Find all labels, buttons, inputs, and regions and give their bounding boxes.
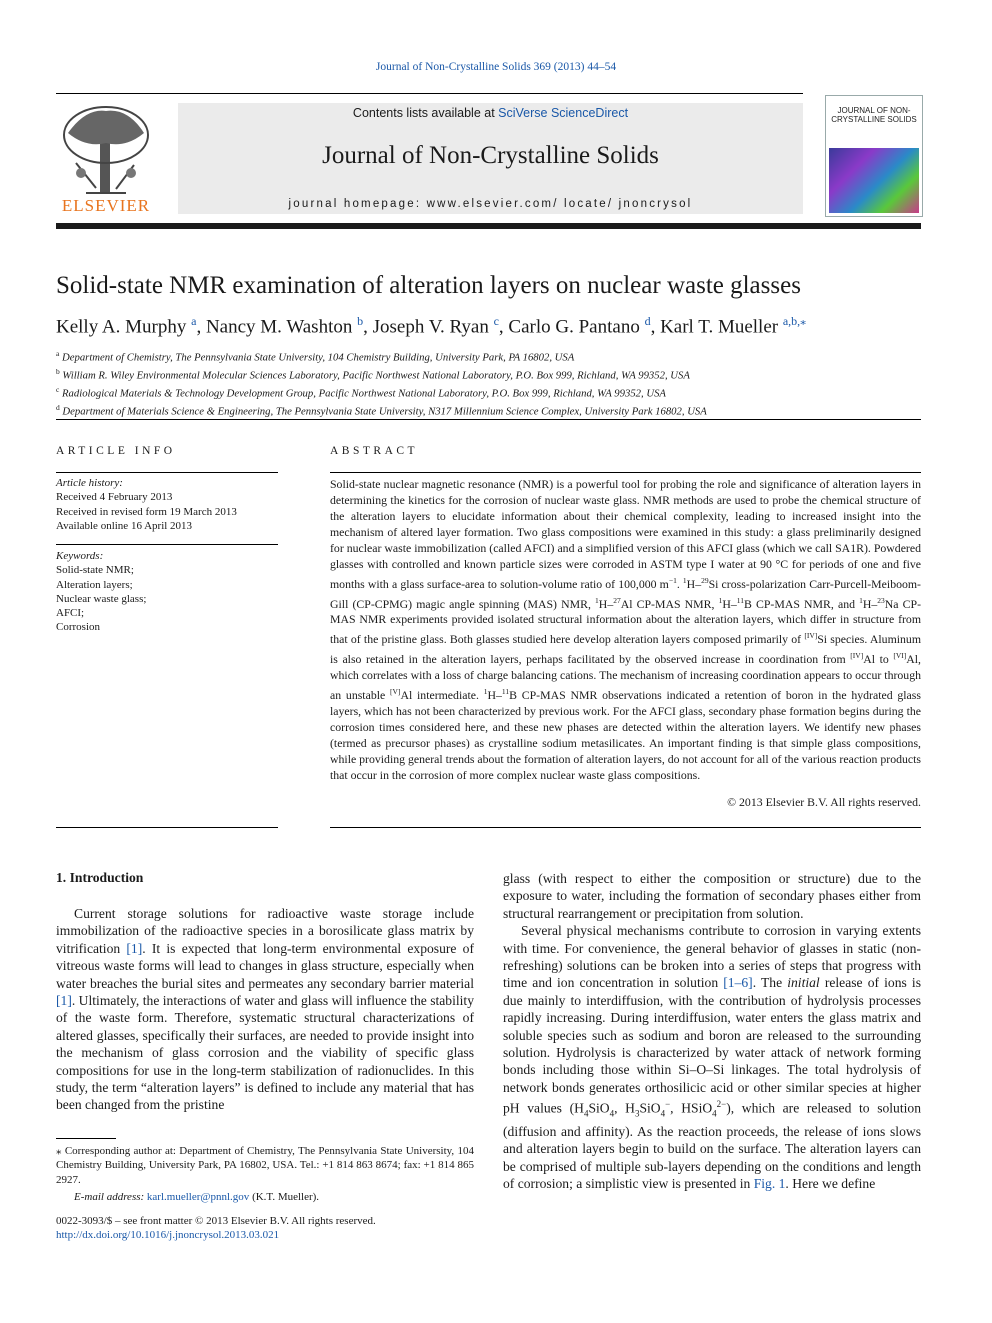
- journal-homepage[interactable]: journal homepage: www.elsevier.com/ locate/ jnoncrysol: [288, 198, 693, 210]
- citation-link[interactable]: [1]: [126, 940, 143, 956]
- affiliations: [56, 347, 707, 419]
- abstract-text: Solid-state nuclear magnetic resonance (NMR) is a powerful tool for probing the role and significance of alteration layers in determining the kinetics for the corrosion of nuclear waste glass. NMR methods are used to probe the chemical structure of the alteration layers to elucidate information about their chemical complexity, leading to increased insight into the mechanism of altered layer formation. Two glass compositions were examined in this study: a glass preliminarily designed for nuclear waste immobilization (called AFCI) and a simplified version of this AFCI glass (which we call SA1R). Powdered glasses with controlled and known particle sizes were corroded in ASTM type I water at 90 °C for periods of one and five months with a glass surface-area to solution-volume ratio of 100,000 $m^{-1}$. $^1$H–$^{29}$Si cross-polarization Carr-Purcell-Meiboom-Gill (CP-CPMG) magic angle spinning (MAS) NMR, $^1$H–$^{27}$Al CP-MAS NMR, $^1$H–$^{11}$B CP-MAS NMR, and $^1$H–$^{23}$Na CP-MAS NMR experiments provided isolated structural information about the alteration layers, which differ in structure from that of the pristine glass. Both glasses studied here develop alteration layers composed primarily of [IV]Si species. Aluminum is also retained in the alteration layers, perhaps facilitated by the observed increase in coordination from [IV]Al to [VI]Al, which correlates with a loss of charge balancing cations. The mechanism of increasing coordination appears to occur through an unstable [V]Al intermediate. $^1$H–$^{11}$B CP-MAS NMR observations indicated a retention of boron in the hydrated glass layers, which has not been characterized by previous work. For the AFCI glass, secondary phase formation begins during the corrosion times considered here, and these new phases are detected within the alteration layers. We identify new phases (termed as precursor phases) as crystalline sodium metasilicates. An important finding is that simple glass compositions, while providing general trends about the formation of alteration layers, do not account for all of the various reaction products that occur in the corrosion of more complex nuclear waste glass compositions.: [330, 477, 922, 782]
- author-name: Kelly A. Murphy: [56, 316, 187, 338]
- journal-name: Journal of Non-Crystalline Solids: [322, 142, 659, 169]
- email-link[interactable]: karl.mueller@pnnl.gov: [146, 1190, 250, 1203]
- publisher-wordmark: ELSEVIER: [61, 196, 151, 215]
- abstract-heading: ABSTRACT: [330, 445, 419, 457]
- author-affil-mark[interactable]: d: [644, 314, 651, 328]
- author-name: Nancy M. Washton: [205, 316, 353, 338]
- author-affil-mark[interactable]: a,b,⁎: [782, 314, 807, 328]
- author-affil-mark[interactable]: c: [493, 314, 499, 328]
- journal-reference[interactable]: Journal of Non-Crystalline Solids 369 (2013) 44–54: [375, 61, 617, 73]
- author-affil-mark[interactable]: b: [357, 314, 364, 328]
- author-affil-mark[interactable]: a: [191, 314, 197, 328]
- affiliation: $^d$ Department of Materials Science & Engineering, The Pennsylvania State University, N317 Millennium Science Complex, University Park 16802, USA: [56, 403, 707, 418]
- issn-line: 0022-3093/$ – see front matter © 2013 Elsevier B.V. All rights reserved.: [56, 1215, 376, 1227]
- author-name: Carlo G. Pantano: [508, 316, 640, 338]
- citation-link[interactable]: [1]: [56, 993, 72, 1009]
- article-title: Solid-state NMR examination of alteration layers on nuclear waste glasses: [56, 272, 801, 299]
- author-name: Joseph V. Ryan: [372, 316, 489, 338]
- body-column-left: Current storage solutions for radioactive waste storage include immobilization of the radioactive species in a borosilicate glass matrix by vitrification [1]. It is expected that long-term environmental exposure of vitreous waste forms will lead to changes in glass structure, especially when water breaches the burial sites and permeates any secondary barrier material [1]. Ultimately, the interactions of water and glass will influence the stability of the waste form. Therefore, systematic structural characterizations of altered glasses, specifically their surfaces, are needed to provide insight into the mechanism of glass corrosion and the viability of specific glass compositions for use in the long-term stabilization of radionuclides. In this study, the term “alteration layers” is defined to include any material that has been changed from the pristine: [56, 906, 474, 1113]
- affiliation: $^c$ Radiological Materials & Technology Development Group, Pacific Northwest National Laboratory, P.O. Box 999, Richland, WA 99352, USA: [56, 385, 666, 400]
- section-heading: 1. Introduction: [56, 870, 144, 885]
- author-list: Kelly A. Murphy $^a$, Nancy M. Washton $^b$, Joseph V. Ryan $^c$, Carlo G. Pantano $^d$, Karl T. Mueller $^{a,b,⁎}$: [56, 314, 807, 338]
- header-thick-rule: [56, 223, 921, 229]
- sciencedirect-link[interactable]: SciVerse ScienceDirect: [498, 106, 629, 120]
- copyright-notice: © 2013 Elsevier B.V. All rights reserved.: [727, 795, 921, 809]
- corresponding-author-note: ⁎ Corresponding author at: Department of Chemistry, The Pennsylvania State University, 104 Chemistry Building, University Park, PA 16802, USA. Tel.: +1 814 863 8674; fax: +1 814 865 2927. E-mail address: karl.mueller@pnnl.gov (K.T. Mueller).: [56, 1145, 474, 1203]
- keywords: Keywords: Solid-state NMR; Alteration layers; Nuclear waste glass; AFCI; Corrosion: [56, 550, 147, 634]
- cover-image: [829, 148, 919, 213]
- article-info-rule: [56, 544, 278, 545]
- article-info-rule: [56, 472, 278, 473]
- body-column-right: glass (with respect to either the composition or structure) due to the exposure to water, including the formation of secondary phases either from structural rearrangement or precipitation from solution. Several physical mechanisms contribute to corrosion in varying extents with time. For convenience, the general behavior of glasses in static (non-refreshing) solutions can be broken into a series of steps that progress with time and ion concentration in solution [1–6]. The initial release of ions is due mainly to interdiffusion, with the contribution of hydrolysis processes rapidly increasing. During interdiffusion, water enters the glass matrix and soluble species such as sodium and boron are released to the surrounding solution. Hydrolysis is characterized by water attack of network forming bonds including those within Si–O–Si linkages. The total hydrolysis of network bonds generates orthosilicic acid or other similar species at higher pH values ($H_4SiO_4$, $H_3SiO_4^-$, HSiO$_4^{2-}$), which are released to solution (diffusion and affinity). As the reaction proceeds, the release of ions slows and alteration layers begin to build on the surface. The alteration layers can be comprised of multiple sub-layers depending on the conditions and length of corrosion; a simplistic view is presented in Fig. 1. Here we define: [503, 871, 922, 1192]
- header-rule: [56, 93, 803, 94]
- article-info-heading: ARTICLE INFO: [56, 445, 176, 457]
- abstract-rule: [330, 472, 921, 473]
- contents-line: Contents lists available at SciVerse ScienceDirect: [352, 106, 629, 120]
- cover-title: JOURNAL OF NON-CRYSTALLINE SOLIDS: [831, 106, 917, 124]
- affiliation: $^b$ William R. Wiley Environmental Molecular Sciences Laboratory, Pacific Northwest National Laboratory, P.O. Box 999, Richland, WA 99352, USA: [56, 367, 690, 382]
- article-history: Article history: Received 4 February 2013 Received in revised form 19 March 2013 Available online 16 April 2013: [56, 477, 237, 532]
- article-info-rule: [56, 827, 278, 828]
- affiliation: $^a$ Department of Chemistry, The Pennsylvania State University, 104 Chemistry Building, University Park, PA 16802, USA: [56, 349, 575, 364]
- abstract-rule: [330, 827, 921, 828]
- footnote-rule: [56, 1138, 116, 1139]
- figure-link[interactable]: Fig. 1: [753, 1176, 786, 1192]
- doi-link[interactable]: http://dx.doi.org/10.1016/j.jnoncrysol.2013.03.021: [56, 1229, 280, 1241]
- section-rule: [56, 419, 921, 420]
- journal-cover: [825, 95, 923, 217]
- author-name: Karl T. Mueller: [660, 316, 779, 338]
- citation-link[interactable]: [1–6]: [723, 975, 753, 991]
